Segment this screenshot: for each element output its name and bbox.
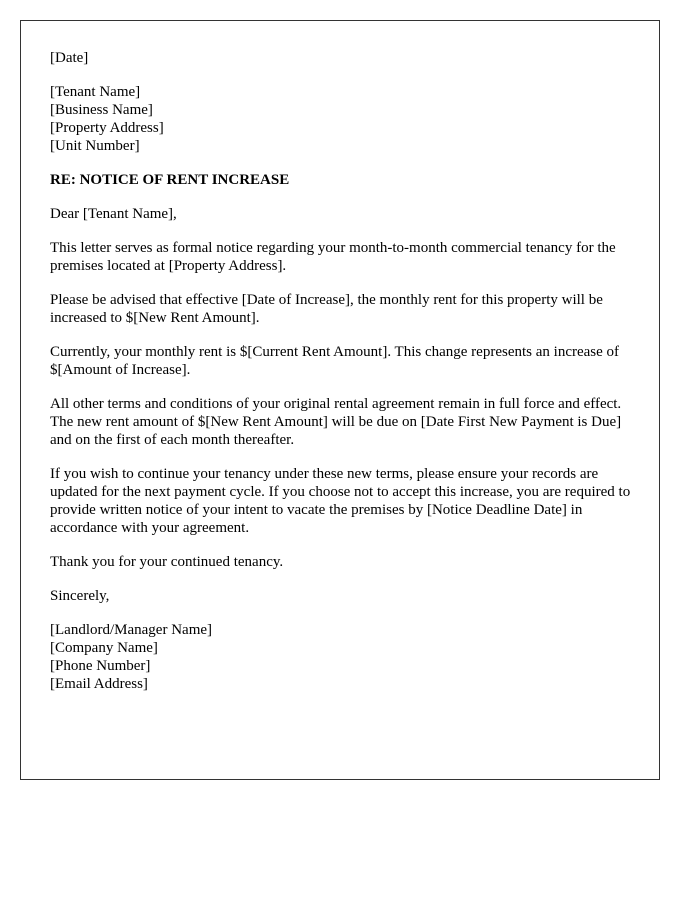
- letter-content: [50, 49, 640, 709]
- recipient-address: [50, 83, 640, 155]
- sender-name: [Landlord/Manager Name]: [50, 622, 213, 638]
- paragraph-other-terms: All other terms and conditions of your original rental agreement remain in full force and effect. The new rent amount of $[New Rent Amount] will be due on [Date First New Payment is Due] and on the first of each month thereafter.: [50, 396, 622, 448]
- recipient-business-name: [Business Name]: [50, 102, 153, 118]
- paragraph-continue-tenancy: If you wish to continue your tenancy under these new terms, please ensure your records are updated for the next payment cycle. If you choose not to accept this increase, you are required to provide written notice of your intent to vacate the premises by [Notice Deadline Date] in accordance with your agreement.: [50, 466, 631, 536]
- closing: Sincerely,: [50, 588, 110, 604]
- paragraph-current-rent: Currently, your monthly rent is $[Current Rent Amount]. This change represents an increase of $[Amount of Increase].: [50, 344, 620, 378]
- paragraph-effective-date: Please be advised that effective [Date of Increase], the monthly rent for this property will be increased to $[New Rent Amount].: [50, 292, 603, 326]
- recipient-tenant-name: [Tenant Name]: [50, 84, 141, 100]
- date-line: [Date]: [50, 50, 89, 66]
- sender-email: [Email Address]: [50, 676, 148, 692]
- salutation: Dear [Tenant Name],: [50, 206, 177, 222]
- recipient-unit-number: [Unit Number]: [50, 138, 140, 154]
- recipient-property-address: [Property Address]: [50, 120, 164, 136]
- paragraph-formal-notice: This letter serves as formal notice regarding your month-to-month commercial tenancy for the premises located at [Property Address].: [50, 240, 616, 274]
- sender-signature-block: [50, 621, 640, 693]
- sender-company: [Company Name]: [50, 640, 158, 656]
- letter-date: [50, 49, 640, 67]
- letter-page: [20, 20, 660, 780]
- subject-line: RE: NOTICE OF RENT INCREASE: [50, 172, 290, 188]
- sender-phone: [Phone Number]: [50, 658, 151, 674]
- paragraph-thank-you: Thank you for your continued tenancy.: [50, 554, 284, 570]
